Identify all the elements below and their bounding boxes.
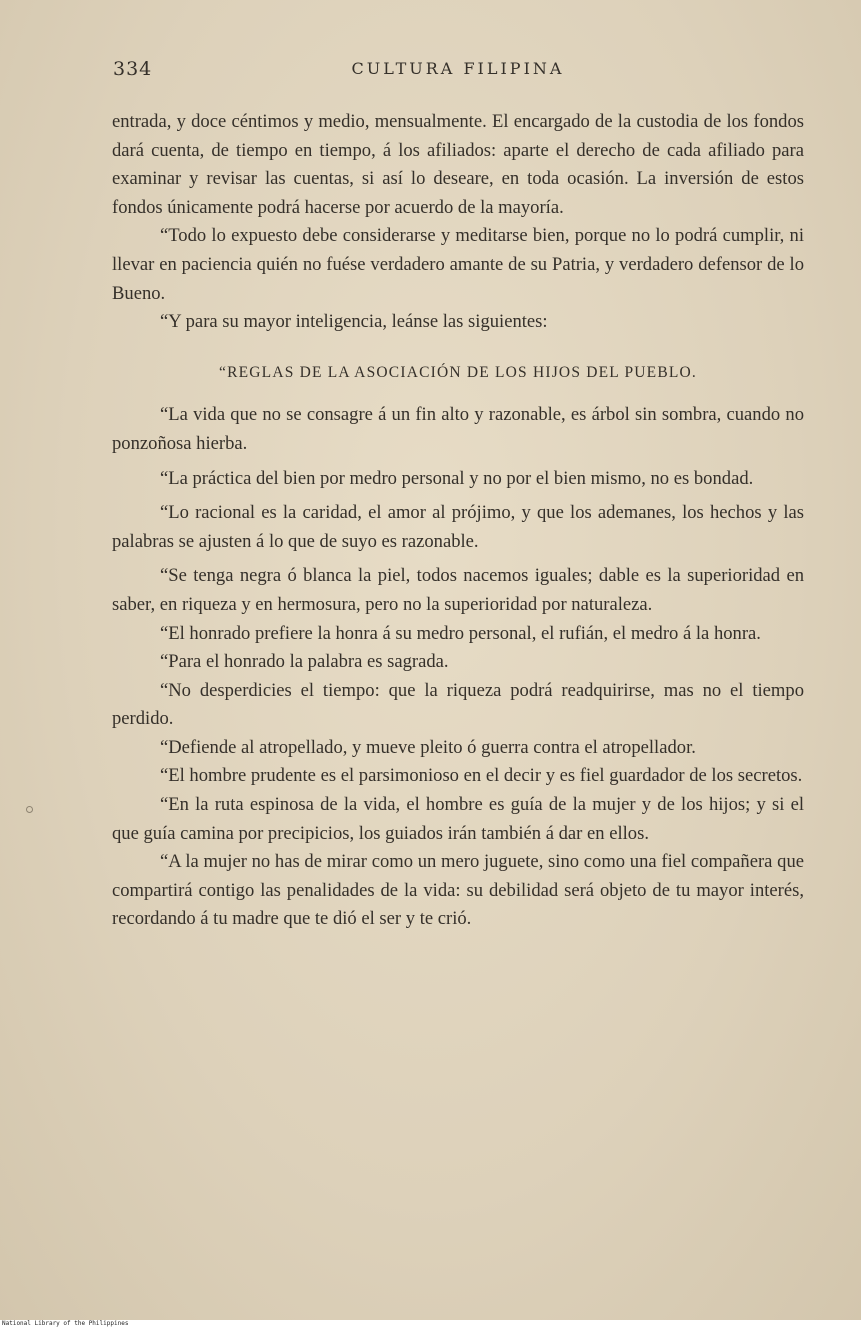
rule-paragraph: “En la ruta espinosa de la vida, el hombre es guía de la mujer y de los hijos; y si el que guía camina por precipicios, los guiados irán también á dar en ellos. [112,794,804,844]
section-heading: “REGLAS DE LA ASOCIACIÓN DE LOS HIJOS DEL PUEBLO. [218,363,698,381]
paper-speck [26,806,33,813]
paragraph: “Todo lo expuesto debe considerarse y meditarse bien, porque no lo podrá cumplir, ni llevar en paciencia quién no fuése verdadero amante de su Patria, y verdadero defensor de lo Bueno. [112,225,804,304]
rule-paragraph: “El hombre prudente es el parsimonioso en el decir y es fiel guardador de los secretos. [160,765,803,787]
rule-paragraph: “La vida que no se consagre á un fin alto y razonable, es árbol sin sombra, cuando no ponzoñosa hierba. [112,404,804,454]
page-header [113,58,803,86]
page-number: 334 [113,58,153,80]
paragraph: “Y para su mayor inteligencia, leánse las siguientes: [160,311,548,333]
paragraph-continued: entrada, y doce céntimos y medio, mensualmente. El encargado de la custodia de los fondos dará cuenta, de tiempo en tiempo, á los afiliados: aparte el derecho de cada afiliado para examinar y revisar las cuentas, si así lo deseare, en toda ocasión. La inversión de estos fondos únicamente podrá hacerse por acuerdo de la mayoría. [112,111,804,218]
rule-paragraph: “Se tenga negra ó blanca la piel, todos nacemos iguales; dable es la superioridad en saber, en riqueza y en hermosura, pero no la superioridad por naturaleza. [112,565,804,615]
footer-credit: National Library of the Philippines [2,1320,129,1327]
body-text [112,108,804,934]
running-title: CULTURA FILIPINA [351,59,565,78]
rule-paragraph: “La práctica del bien por medro personal y no por el bien mismo, no es bondad. [160,467,754,489]
rule-paragraph: “El honrado prefiere la honra á su medro personal, el rufián, el medro á la honra. [160,622,761,644]
footer-strip [0,1320,861,1328]
rule-paragraph: “No desperdicies el tiempo: que la riqueza podrá readquirirse, mas no el tiempo perdido. [112,679,804,730]
rule-paragraph: “Para el honrado la palabra es sagrada. [160,651,449,673]
rule-paragraph: “Lo racional es la caridad, el amor al prójimo, y que los ademanes, los hechos y las palabras se ajusten á lo que de suyo es razonable. [112,502,804,552]
rule-paragraph: “A la mujer no has de mirar como un mero juguete, sino como una fiel compañera que compartirá contigo las penalidades de la vida: su debilidad será objeto de tu mayor interés, recordando á tu madre que te dió el ser y te crió. [112,851,804,930]
rule-paragraph: “Defiende al atropellado, y mueve pleito ó guerra contra el atropellador. [160,736,696,758]
